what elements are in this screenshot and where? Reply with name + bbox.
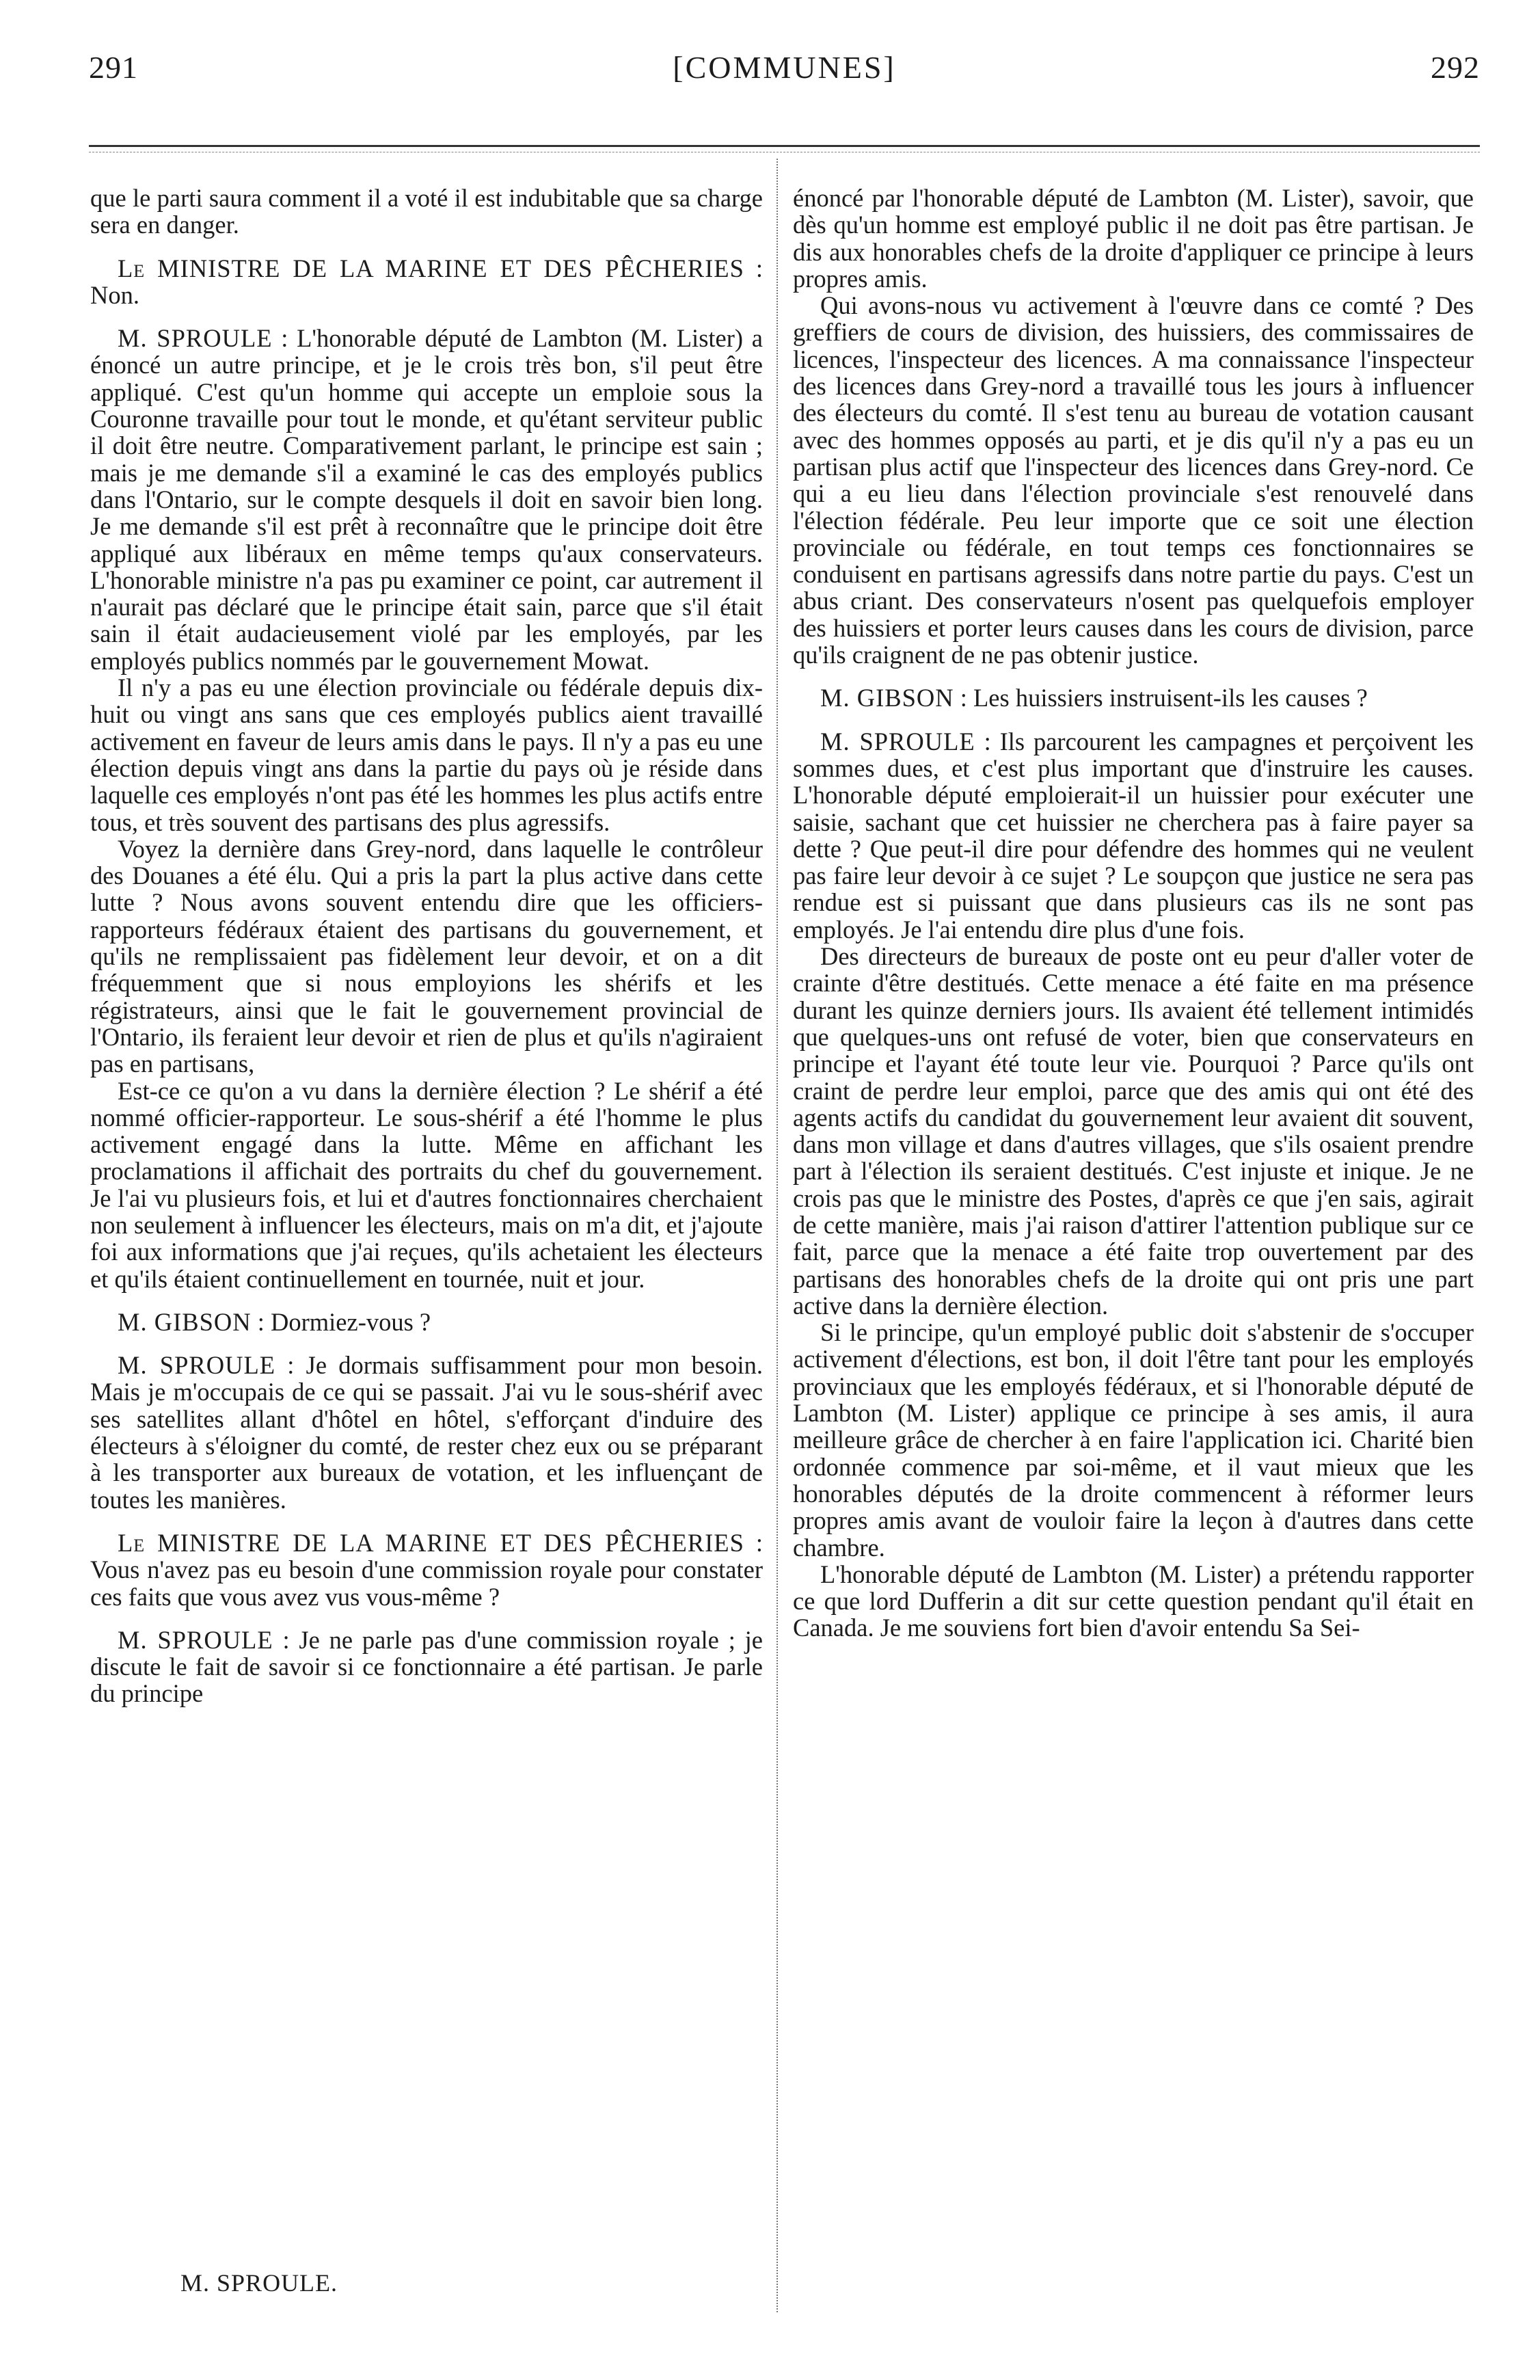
paragraph: [793, 292, 1474, 668]
continued-paragraph: [793, 185, 1474, 292]
footer-speaker-name: M. SPROULE.: [180, 2269, 338, 2297]
column-divider: [776, 159, 778, 2312]
paragraph-text: L'honorable député de Lambton (M. Lister) a prétendu rapporter ce que lord Dufferin a dit sur cette question pendant qu'il était en Canada. Je me souviens fort bien d'avoir entendu Sa Sei-: [793, 1560, 1474, 1642]
page-number-right: 292: [1431, 50, 1480, 85]
paragraph-text: Si le principe, qu'un employé public doit s'abstenir de s'occuper activement d'élections, est bon, il doit l'être tant pour les employés provinciaux que les employés fédéraux, et si l'honorable député de Lambton (M. Lister) applique ce principe à ses amis, il aura meilleure grâce de chercher à en faire l'application ici. Charité bien ordonnée commence par soi-même, et il vaut mieux que les honorables députés de la droite commencent à réformer leurs propres amis avant de vouloir faire la leçon à d'autres dans cette chambre.: [793, 1318, 1474, 1562]
page-number-left: 291: [89, 50, 138, 85]
paragraph-text: Voyez la dernière dans Grey-nord, dans laquelle le contrôleur des Douanes a été élu. Qui a pris la part la plus active dans cette lutte ? Nous avons souvent entendu dire que les officiers-rapporteurs fédéraux étaient des partisans du gouvernement, et qu'ils ne remplissaient pas fidèlement leur devoir, et on a dit fréquemment que si nous employions les shérifs et les régistrateurs, ainsi que le fait le gouvernement provincial de l'Ontario, ils feraient leur devoir et rien de plus et qu'ils n'agiraient pas en partisans,: [90, 834, 763, 1078]
paragraph: [90, 674, 763, 835]
speaker-name: M. SPROULE: [820, 727, 975, 756]
speech-text: Non.: [90, 280, 139, 309]
left-column: [90, 185, 763, 1707]
paragraph-text: Est-ce ce qu'on a vu dans la dernière élection ? Le shérif a été nommé officier-rapporteur. Le sous-shérif a été l'homme le plus activement engagé dans la lutte. Même en affichant les proclamations il affichait des portraits du chef du gouvernement. Je l'ai vu plusieurs fois, et lui et d'autres fonctionnaires cherchaient non seulement à influencer les électeurs, mais on m'a dit, et j'ajoute foi aux informations que j'ai reçues, qu'ils achetaient les électeurs et qu'ils étaient continuellement en tournée, nuit et jour.: [90, 1076, 763, 1293]
speech-text: Je dormais suffisamment pour mon besoin. Mais je m'occupais de ce qui se passait. J'ai vu le sous-shérif avec ses satellites allant d'hôtel en hôtel, s'efforçant d'induire des électeurs à s'éloigner du comté, de rester chez eux ou se préparant à les transporter aux bureaux de votation, et les influençant de toutes les manières.: [90, 1351, 763, 1514]
paragraph: [90, 1078, 763, 1292]
speech-text: Dormiez-vous ?: [271, 1307, 431, 1336]
speech-paragraph: M. SPROULE : Ils parcourent les campagnes et perçoivent les sommes dues, et c'est plus important que d'instruire les causes. L'honorable député emploierait-il un huissier pour exécuter une saisie, sachant que cet huissier ne cherchera pas à faire payer sa dette ? Que peut-il dire pour défendre des hommes qui ne veulent pas faire leur devoir à ce sujet ? Le soupçon que justice ne sera pas rendue est si puissant que dans plusieurs cas ils ne sont pas employés. Je l'ai entendu dire plus d'une fois.: [793, 727, 1474, 944]
header-rule: [89, 145, 1480, 147]
continued-paragraph: [90, 185, 763, 239]
paragraph-text: énoncé par l'honorable député de Lambton (M. Lister), savoir, que dès qu'un homme est employé public il ne doit pas être partisan. Je dis aux honorables chefs de la droite d'appliquer ce principe à leurs propres amis.: [793, 184, 1474, 293]
speech-paragraph: M. SPROULE : L'honorable député de Lambton (M. Lister) a énoncé un autre principe, et je le crois très bon, s'il peut être appliqué. C'est qu'un homme qui accepte un emploie sous la Couronne travaille pour tout le monde, et qu'étant serviteur public il doit être neutre. Comparativement parlant, le principe est sain ; mais je me demande s'il a examiné le cas des employés publics dans l'Ontario, sur le compte desquels il doit en savoir bien long. Je me demande s'il est prêt à reconnaître que le principe doit être appliqué aux libéraux en même temps qu'aux conservateurs. L'honorable ministre n'a pas pu examiner ce point, car autrement il n'aurait pas déclaré que le principe était sain, parce que s'il était sain il était audacieusement violé par les employés, par les employés publics nommés par le gouvernement Mowat.: [90, 324, 763, 675]
speech-text: Ils parcourent les campagnes et perçoivent les sommes dues, et c'est plus important que d'instruire les causes. L'honorable député emploierait-il un huissier pour exécuter une saisie, sachant que cet huissier ne cherchera pas à faire payer sa dette ? Que peut-il dire pour défendre des hommes qui ne veulent pas faire leur devoir à ce sujet ? Le soupçon que justice ne sera pas rendue est si puissant que dans plusieurs cas ils ne sont pas employés. Je l'ai entendu dire plus d'une fois.: [793, 727, 1474, 944]
speaker-name: Le MINISTRE DE LA MARINE ET DES PÊCHERIES: [118, 1528, 744, 1557]
speaker-name: M. SPROULE: [118, 1351, 276, 1380]
paragraph-text: que le parti saura comment il a voté il est indubitable que sa charge sera en danger.: [90, 184, 763, 239]
speech-text: Vous n'avez pas eu besoin d'une commission royale pour constater ces faits que vous avez vus vous-même ?: [90, 1555, 763, 1611]
speech-paragraph: M. SPROULE : Je ne parle pas d'une commission royale ; je discute le fait de savoir si ce fonctionnaire a été partisan. Je parle du principe: [90, 1625, 763, 1708]
paragraph-text: Qui avons-nous vu activement à l'œuvre dans ce comté ? Des greffiers de cours de division, des huissiers, des commissaires de licences, l'inspecteur des licences. A ma connaissance l'inspecteur des licences dans Grey-nord a travaillé tous les jours à influencer des électeurs du comté. Il s'est tenu au bureau de votation causant avec des hommes opposés au parti, et je dis qu'il n'y a pas eu un partisan plus actif que l'inspecteur des licences dans Grey-nord. Ce qui a eu lieu dans l'élection provinciale s'est renouvelé dans l'élection fédérale. Peu leur importe que ce soit une élection provinciale ou fédérale, en tout temps ces fonctionnaires se conduisent en partisans agressifs dans notre partie du pays. C'est un abus criant. Des conservateurs n'osent pas quelquefois employer des huissiers et porter leurs causes dans les cours de division, parce qu'ils craignent de ne pas obtenir justice.: [793, 291, 1474, 669]
paragraph: [793, 943, 1474, 1319]
paragraph: [90, 835, 763, 1078]
page-header: [89, 49, 1480, 104]
speaker-name: M. SPROULE: [118, 1625, 273, 1654]
right-column: [793, 185, 1474, 1642]
paragraph-text: Des directeurs de bureaux de poste ont eu peur d'aller voter de crainte d'être destitués. Cette menace a été faite en ma présence durant les quinze derniers jours. Ils avaient été tellement intimidés que quelques-uns ont refusé de voter, bien que conservateurs en principe et l'ayant été toute leur vie. Pourquoi ? Parce qu'ils ont craint de perdre leur emploi, parce que des amis qui ont été des agents actifs du candidat du gouvernement leur avaient dit souvent, dans mon village et dans d'autres villages, que s'ils osaient prendre part à l'élection ils seraient destitués. C'est injuste et inique. Je ne crois pas que le ministre des Postes, d'après ce que j'en sais, agirait de cette manière, mais j'ai raison d'attirer l'attention publique sur ce fait, parce que la menace a été faite trop ouvertement par des partisans des honorables chefs de la droite qui ont pris une part active dans la dernière élection.: [793, 942, 1474, 1320]
speaker-name: Le MINISTRE DE LA MARINE ET DES PÊCHERIES: [118, 254, 744, 282]
speech-paragraph: Le MINISTRE DE LA MARINE ET DES PÊCHERIES : Non.: [90, 254, 763, 309]
speech-paragraph: M. GIBSON : Les huissiers instruisent-ils les causes ?: [820, 684, 1368, 712]
speech-paragraph: Le MINISTRE DE LA MARINE ET DES PÊCHERIES : Vous n'avez pas eu besoin d'une commission royale pour constater ces faits que vous avez vus vous-même ?: [90, 1528, 763, 1611]
paragraph-text: Il n'y a pas eu une élection provinciale ou fédérale depuis dix-huit ou vingt ans sans que ces employés publics aient travaillé activement en faveur de leurs amis dans le pays. Il n'y a pas eu une élection depuis vingt ans dans la partie du pays où je réside dans laquelle ces employés n'ont pas été les hommes les plus actifs entre tous, et très souvent des partisans des plus agressifs.: [90, 673, 763, 836]
speaker-name: M. SPROULE: [118, 324, 273, 353]
paragraph: [793, 1561, 1474, 1642]
speech-text: Les huissiers instruisent-ils les causes ?: [973, 684, 1368, 712]
speech-text: L'honorable député de Lambton (M. Lister) a énoncé un autre principe, et je le crois très bon, s'il peut être appliqué. C'est qu'un homme qui accepte un emploie sous la Couronne travaille pour tout le monde, et qu'étant serviteur public il doit être neutre. Comparativement parlant, le principe est sain ; mais je me demande s'il a examiné le cas des employés publics dans l'Ontario, sur le compte desquels il doit en savoir bien long. Je me demande s'il est prêt à reconnaître que le principe doit être appliqué aux libéraux en même temps qu'aux conservateurs. L'honorable ministre n'a pas pu examiner ce point, car autrement il n'aurait pas déclaré que le principe était sain, parce que s'il était sain il était audacieusement violé par les employés, par les employés publics nommés par le gouvernement Mowat.: [90, 324, 763, 675]
speech-paragraph: M. SPROULE : Je dormais suffisamment pour mon besoin. Mais je m'occupais de ce qui se passait. J'ai vu le sous-shérif avec ses satellites allant d'hôtel en hôtel, s'efforçant d'induire des électeurs à s'éloigner du comté, de rester chez eux ou se préparant à les transporter aux bureaux de votation, et les influençant de toutes les manières.: [90, 1351, 763, 1514]
speech-paragraph: M. GIBSON : Dormiez-vous ?: [118, 1307, 431, 1336]
speaker-name: M. GIBSON: [118, 1307, 252, 1336]
speech-text: Je ne parle pas d'une commission royale ; je discute le fait de savoir si ce fonctionnaire a été partisan. Je parle du principe: [90, 1625, 763, 1708]
running-title: [COMMUNES]: [673, 50, 896, 85]
speaker-name: M. GIBSON: [820, 684, 954, 712]
paragraph: [793, 1319, 1474, 1561]
